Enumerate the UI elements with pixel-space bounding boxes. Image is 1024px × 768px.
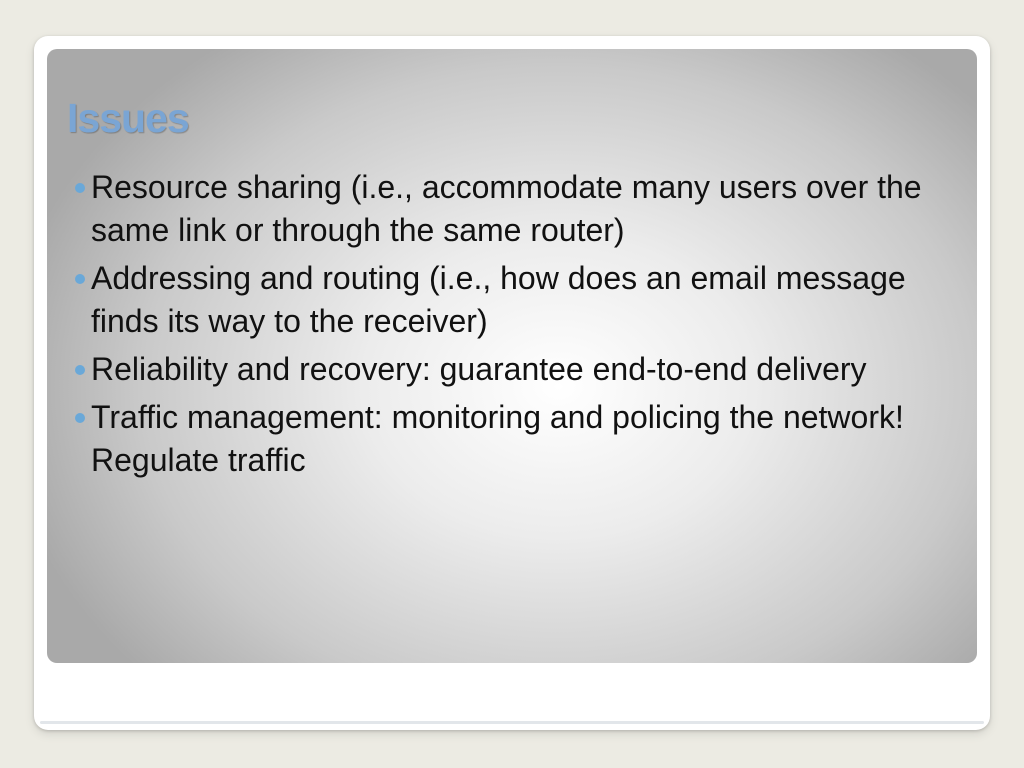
slide-frame — [34, 36, 990, 730]
bullet-icon — [75, 274, 85, 284]
bullet-text: Traffic management: monitoring and policing the network! Regulate traffic — [91, 399, 904, 478]
list-item — [75, 396, 955, 482]
bullet-text: Addressing and routing (i.e., how does an email message finds its way to the receiver) — [91, 260, 906, 339]
slide-title: Issues — [67, 95, 189, 141]
list-item — [75, 348, 955, 391]
content-panel — [47, 49, 977, 663]
bullet-icon — [75, 183, 85, 193]
bullet-icon — [75, 365, 85, 375]
list-item — [75, 166, 955, 252]
bullet-icon — [75, 413, 85, 423]
list-item — [75, 257, 955, 343]
bullet-list — [75, 166, 955, 487]
bullet-text: Resource sharing (i.e., accommodate many users over the same link or through the same router) — [91, 169, 922, 248]
bullet-text: Reliability and recovery: guarantee end-to-end delivery — [91, 351, 867, 387]
